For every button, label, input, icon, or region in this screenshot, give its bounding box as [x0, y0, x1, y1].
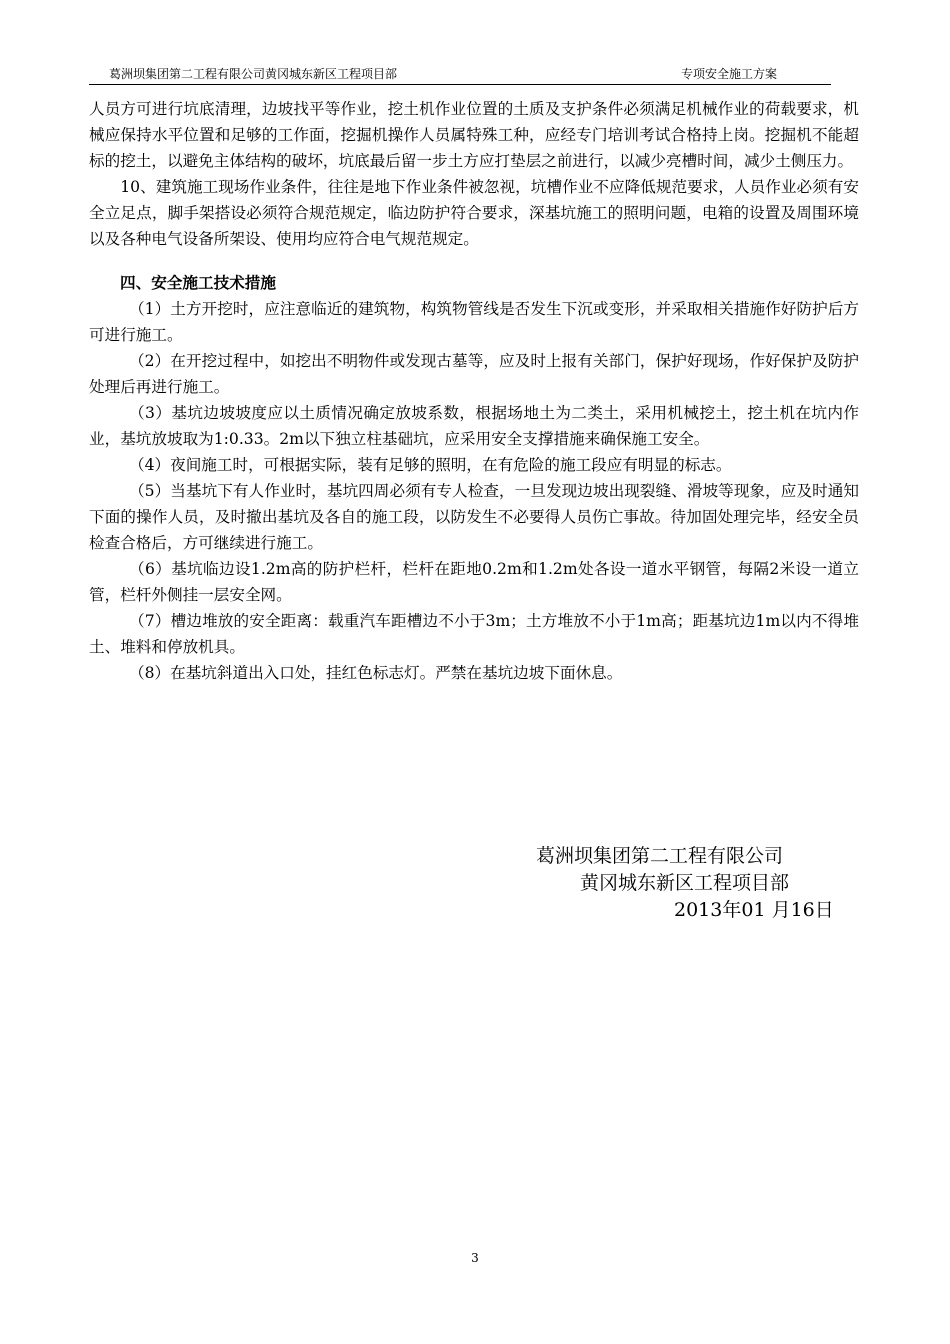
page-header — [89, 66, 831, 85]
measure-item-6: （6）基坑临边设1.2m高的防护栏杆，栏杆在距地0.2m和1.2m处各设一道水平钢管，每隔2米设一道立管，栏杆外侧挂一层安全网。 — [89, 560, 859, 604]
measure-item-5: （5）当基坑下有人作业时，基坑四周必须有专人检查，一旦发现边坡出现裂缝、滑坡等现象，应及时通知下面的操作人员，及时撤出基坑及各自的施工段，以防发生不必要得人员伤亡事故。待加固处理完毕，经安全员检查合格后，方可继续进行施工。 — [89, 482, 859, 552]
paragraph-continued: 人员方可进行坑底清理，边坡找平等作业，挖土机作业位置的土质及支护条件必须满足机械作业的荷载要求，机械应保持水平位置和足够的工作面，挖掘机操作人员属特殊工种，应经专门培训考试合格持上岗。挖掘机不能超标的挖土，以避免主体结构的破坏，坑底最后留一步土方应打垫层之前进行，以减少亮槽时间，减少土侧压力。 — [89, 100, 859, 170]
measure-item-3: （3）基坑边坡坡度应以土质情况确定放坡系数，根据场地土为二类土，采用机械挖土，挖土机在坑内作业，基坑放坡取为1:0.33。2m以下独立柱基础坑，应采用安全支撑措施来确保施工安全。 — [89, 404, 860, 448]
measure-item-8: （8）在基坑斜道出入口处，挂红色标志灯。严禁在基坑边坡下面休息。 — [129, 664, 623, 682]
header-company: 葛洲坝集团第二工程有限公司黄冈城东新区工程项目部 — [109, 67, 398, 81]
signature-department: 黄冈城东新区工程项目部 — [580, 872, 790, 894]
document-body — [89, 96, 859, 686]
measure-item-2: （2）在开挖过程中，如挖出不明物件或发现古墓等，应及时上报有关部门，保护好现场，作好保护及防护处理后再进行施工。 — [89, 352, 859, 396]
signature-date: 2013年01 月16日 — [674, 899, 834, 921]
paragraph-item-10: 10、建筑施工现场作业条件，往往是地下作业条件被忽视，坑槽作业不应降低规范要求，人员作业必须有安全立足点，脚手架搭设必须符合规范规定，临边防护符合要求，深基坑施工的照明问题，电箱的设置及周围环境以及各种电气设备所架设、使用均应符合电气规范规定。 — [89, 178, 859, 248]
page-number: 3 — [471, 1251, 479, 1265]
section-title: 四、安全施工技术措施 — [120, 273, 276, 292]
signature-company: 葛洲坝集团第二工程有限公司 — [536, 845, 784, 867]
measure-item-4: （4）夜间施工时，可根据实际，装有足够的照明，在有危险的施工段应有明显的标志。 — [129, 456, 732, 474]
header-doc-title: 专项安全施工方案 — [681, 67, 778, 81]
measure-item-1: （1）土方开挖时，应注意临近的建筑物，构筑物管线是否发生下沉或变形，并采取相关措施作好防护后方可进行施工。 — [89, 300, 859, 344]
measure-item-7: （7）槽边堆放的安全距离：载重汽车距槽边不小于3m；土方堆放不小于1m高；距基坑边1m以内不得堆土、堆料和停放机具。 — [89, 612, 859, 656]
